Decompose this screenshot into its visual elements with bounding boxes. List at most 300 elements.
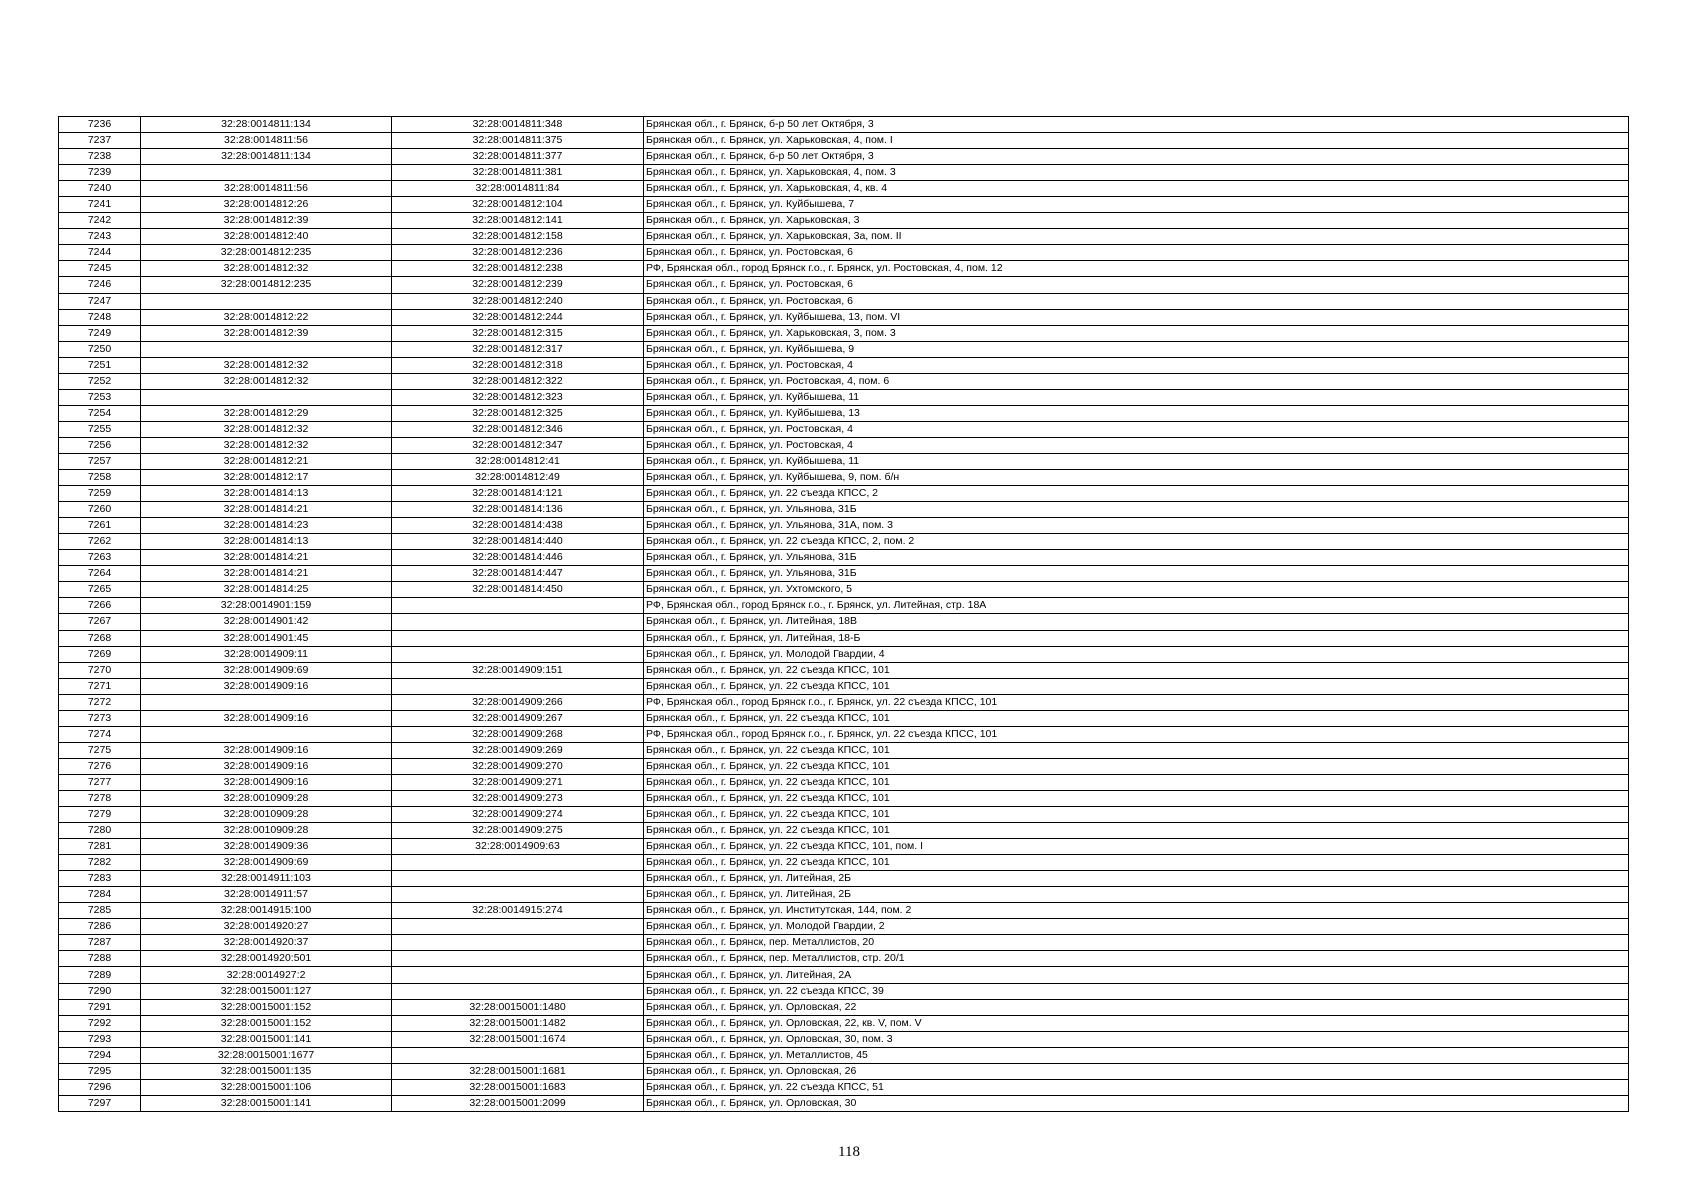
row-number-cell: 7295 — [59, 1063, 141, 1079]
table-row — [59, 1015, 1629, 1031]
address-cell: Брянская обл., г. Брянск, ул. Харьковская, 4, пом. I — [644, 133, 1629, 149]
parcel-number-cell: 32:28:0014909:69 — [141, 855, 392, 871]
object-number-cell: 32:28:0014812:158 — [392, 229, 644, 245]
address-cell: Брянская обл., г. Брянск, ул. Молодой Гвардии, 4 — [644, 646, 1629, 662]
table-row — [59, 309, 1629, 325]
address-cell: Брянская обл., г. Брянск, ул. Литейная, 18-Б — [644, 630, 1629, 646]
parcel-number-cell: 32:28:0014812:32 — [141, 437, 392, 453]
object-number-cell: 32:28:0014814:450 — [392, 582, 644, 598]
table-row — [59, 518, 1629, 534]
parcel-number-cell: 32:28:0014812:32 — [141, 421, 392, 437]
object-number-cell: 32:28:0015001:1674 — [392, 1031, 644, 1047]
address-cell: Брянская обл., г. Брянск, ул. Ростовская, 6 — [644, 293, 1629, 309]
address-cell: Брянская обл., г. Брянск, ул. 22 съезда КПСС, 101 — [644, 758, 1629, 774]
object-number-cell: 32:28:0014909:274 — [392, 807, 644, 823]
parcel-number-cell: 32:28:0015001:152 — [141, 1015, 392, 1031]
object-number-cell — [392, 646, 644, 662]
parcel-number-cell: 32:28:0015001:152 — [141, 999, 392, 1015]
parcel-number-cell: 32:28:0014909:16 — [141, 710, 392, 726]
row-number-cell: 7254 — [59, 405, 141, 421]
table-row — [59, 726, 1629, 742]
registry-table — [58, 116, 1629, 1112]
address-cell: Брянская обл., г. Брянск, ул. 22 съезда КПСС, 101 — [644, 774, 1629, 790]
table-row — [59, 357, 1629, 373]
object-number-cell — [392, 678, 644, 694]
address-cell: Брянская обл., г. Брянск, ул. 22 съезда КПСС, 101 — [644, 710, 1629, 726]
parcel-number-cell — [141, 293, 392, 309]
row-number-cell: 7284 — [59, 887, 141, 903]
row-number-cell: 7244 — [59, 245, 141, 261]
row-number-cell: 7279 — [59, 807, 141, 823]
row-number-cell: 7274 — [59, 726, 141, 742]
address-cell: Брянская обл., г. Брянск, ул. 22 съезда КПСС, 39 — [644, 983, 1629, 999]
registry-table-body — [59, 117, 1629, 1112]
address-cell: Брянская обл., г. Брянск, ул. Ростовская, 4 — [644, 421, 1629, 437]
table-row — [59, 421, 1629, 437]
table-row — [59, 261, 1629, 277]
row-number-cell: 7238 — [59, 149, 141, 165]
row-number-cell: 7296 — [59, 1079, 141, 1095]
address-cell: Брянская обл., г. Брянск, ул. Орловская, 30 — [644, 1095, 1629, 1111]
parcel-number-cell: 32:28:0014812:21 — [141, 453, 392, 469]
row-number-cell: 7275 — [59, 742, 141, 758]
parcel-number-cell — [141, 341, 392, 357]
table-row — [59, 887, 1629, 903]
table-row — [59, 823, 1629, 839]
row-number-cell: 7237 — [59, 133, 141, 149]
row-number-cell: 7241 — [59, 197, 141, 213]
table-row — [59, 470, 1629, 486]
row-number-cell: 7280 — [59, 823, 141, 839]
row-number-cell: 7265 — [59, 582, 141, 598]
address-cell: Брянская обл., г. Брянск, пер. Металлистов, стр. 20/1 — [644, 951, 1629, 967]
address-cell: РФ, Брянская обл., город Брянск г.о., г. Брянск, ул. 22 съезда КПСС, 101 — [644, 694, 1629, 710]
address-cell: РФ, Брянская обл., город Брянск г.о., г. Брянск, ул. 22 съезда КПСС, 101 — [644, 726, 1629, 742]
row-number-cell: 7287 — [59, 935, 141, 951]
address-cell: Брянская обл., г. Брянск, ул. Литейная, 2А — [644, 967, 1629, 983]
parcel-number-cell: 32:28:0014909:36 — [141, 839, 392, 855]
table-row — [59, 197, 1629, 213]
object-number-cell — [392, 871, 644, 887]
row-number-cell: 7294 — [59, 1047, 141, 1063]
table-row — [59, 502, 1629, 518]
object-number-cell: 32:28:0015001:2099 — [392, 1095, 644, 1111]
parcel-number-cell: 32:28:0014811:56 — [141, 181, 392, 197]
address-cell: Брянская обл., г. Брянск, ул. 22 съезда КПСС, 2, пом. 2 — [644, 534, 1629, 550]
row-number-cell: 7282 — [59, 855, 141, 871]
object-number-cell: 32:28:0014909:268 — [392, 726, 644, 742]
address-cell: Брянская обл., г. Брянск, ул. Ульянова, 31Б — [644, 566, 1629, 582]
parcel-number-cell: 32:28:0014814:21 — [141, 502, 392, 518]
address-cell: Брянская обл., г. Брянск, ул. 22 съезда КПСС, 101 — [644, 678, 1629, 694]
table-row — [59, 453, 1629, 469]
object-number-cell: 32:28:0014814:440 — [392, 534, 644, 550]
parcel-number-cell: 32:28:0015001:135 — [141, 1063, 392, 1079]
parcel-number-cell — [141, 389, 392, 405]
object-number-cell: 32:28:0014909:63 — [392, 839, 644, 855]
row-number-cell: 7261 — [59, 518, 141, 534]
table-row — [59, 486, 1629, 502]
table-row — [59, 1031, 1629, 1047]
object-number-cell — [392, 630, 644, 646]
address-cell: Брянская обл., г. Брянск, ул. Харьковская, 3, пом. 3 — [644, 325, 1629, 341]
parcel-number-cell: 32:28:0010909:28 — [141, 807, 392, 823]
address-cell: Брянская обл., г. Брянск, ул. Харьковская, 3 — [644, 213, 1629, 229]
address-cell: Брянская обл., г. Брянск, б-р 50 лет Октября, 3 — [644, 117, 1629, 133]
address-cell: Брянская обл., г. Брянск, ул. Куйбышева, 9 — [644, 341, 1629, 357]
object-number-cell: 32:28:0014811:381 — [392, 165, 644, 181]
table-row — [59, 839, 1629, 855]
table-row — [59, 630, 1629, 646]
object-number-cell: 32:28:0014812:322 — [392, 373, 644, 389]
address-cell: Брянская обл., г. Брянск, ул. 22 съезда КПСС, 101 — [644, 662, 1629, 678]
row-number-cell: 7258 — [59, 470, 141, 486]
parcel-number-cell: 32:28:0015001:106 — [141, 1079, 392, 1095]
row-number-cell: 7293 — [59, 1031, 141, 1047]
address-cell: Брянская обл., г. Брянск, ул. Орловская, 22 — [644, 999, 1629, 1015]
parcel-number-cell: 32:28:0014920:501 — [141, 951, 392, 967]
row-number-cell: 7255 — [59, 421, 141, 437]
table-row — [59, 774, 1629, 790]
parcel-number-cell: 32:28:0014901:42 — [141, 614, 392, 630]
table-row — [59, 903, 1629, 919]
parcel-number-cell: 32:28:0014812:235 — [141, 277, 392, 293]
address-cell: Брянская обл., г. Брянск, ул. Орловская, 22, кв. V, пом. V — [644, 1015, 1629, 1031]
row-number-cell: 7247 — [59, 293, 141, 309]
table-row — [59, 871, 1629, 887]
row-number-cell: 7246 — [59, 277, 141, 293]
parcel-number-cell — [141, 726, 392, 742]
object-number-cell: 32:28:0014814:136 — [392, 502, 644, 518]
address-cell: РФ, Брянская обл., город Брянск г.о., г. Брянск, ул. Ростовская, 4, пом. 12 — [644, 261, 1629, 277]
address-cell: Брянская обл., г. Брянск, ул. Ульянова, 31Б — [644, 502, 1629, 518]
row-number-cell: 7283 — [59, 871, 141, 887]
row-number-cell: 7259 — [59, 486, 141, 502]
parcel-number-cell: 32:28:0014909:16 — [141, 774, 392, 790]
address-cell: Брянская обл., г. Брянск, ул. Куйбышева, 9, пом. б/н — [644, 470, 1629, 486]
table-row — [59, 598, 1629, 614]
parcel-number-cell: 32:28:0014812:32 — [141, 261, 392, 277]
object-number-cell: 32:28:0014811:84 — [392, 181, 644, 197]
row-number-cell: 7262 — [59, 534, 141, 550]
table-row — [59, 855, 1629, 871]
table-row — [59, 935, 1629, 951]
row-number-cell: 7286 — [59, 919, 141, 935]
parcel-number-cell: 32:28:0014812:17 — [141, 470, 392, 486]
object-number-cell: 32:28:0015001:1681 — [392, 1063, 644, 1079]
object-number-cell: 32:28:0014909:271 — [392, 774, 644, 790]
address-cell: Брянская обл., г. Брянск, ул. Ростовская, 4 — [644, 357, 1629, 373]
table-row — [59, 758, 1629, 774]
object-number-cell: 32:28:0014909:273 — [392, 790, 644, 806]
object-number-cell: 32:28:0014812:104 — [392, 197, 644, 213]
row-number-cell: 7281 — [59, 839, 141, 855]
object-number-cell — [392, 614, 644, 630]
row-number-cell: 7250 — [59, 341, 141, 357]
table-row — [59, 1047, 1629, 1063]
address-cell: Брянская обл., г. Брянск, ул. Ростовская, 4, пом. 6 — [644, 373, 1629, 389]
row-number-cell: 7251 — [59, 357, 141, 373]
object-number-cell: 32:28:0014909:267 — [392, 710, 644, 726]
row-number-cell: 7242 — [59, 213, 141, 229]
parcel-number-cell: 32:28:0014909:69 — [141, 662, 392, 678]
object-number-cell: 32:28:0014812:317 — [392, 341, 644, 357]
object-number-cell: 32:28:0014811:375 — [392, 133, 644, 149]
table-row — [59, 293, 1629, 309]
object-number-cell: 32:28:0014814:447 — [392, 566, 644, 582]
parcel-number-cell: 32:28:0015001:141 — [141, 1031, 392, 1047]
object-number-cell: 32:28:0014812:347 — [392, 437, 644, 453]
row-number-cell: 7243 — [59, 229, 141, 245]
parcel-number-cell: 32:28:0014814:21 — [141, 550, 392, 566]
row-number-cell: 7249 — [59, 325, 141, 341]
table-row — [59, 341, 1629, 357]
row-number-cell: 7239 — [59, 165, 141, 181]
table-row — [59, 807, 1629, 823]
object-number-cell — [392, 983, 644, 999]
table-row — [59, 951, 1629, 967]
parcel-number-cell: 32:28:0014812:235 — [141, 245, 392, 261]
page-number: 118 — [838, 1144, 860, 1160]
table-row — [59, 373, 1629, 389]
object-number-cell — [392, 951, 644, 967]
address-cell: Брянская обл., г. Брянск, ул. 22 съезда КПСС, 101 — [644, 742, 1629, 758]
object-number-cell: 32:28:0014812:141 — [392, 213, 644, 229]
object-number-cell: 32:28:0014909:266 — [392, 694, 644, 710]
object-number-cell: 32:28:0014909:275 — [392, 823, 644, 839]
parcel-number-cell: 32:28:0014911:103 — [141, 871, 392, 887]
table-row — [59, 389, 1629, 405]
object-number-cell — [392, 919, 644, 935]
object-number-cell — [392, 935, 644, 951]
parcel-number-cell: 32:28:0014901:45 — [141, 630, 392, 646]
parcel-number-cell: 32:28:0014911:57 — [141, 887, 392, 903]
parcel-number-cell: 32:28:0014920:27 — [141, 919, 392, 935]
address-cell: Брянская обл., г. Брянск, ул. Орловская, 30, пом. 3 — [644, 1031, 1629, 1047]
parcel-number-cell: 32:28:0010909:28 — [141, 790, 392, 806]
row-number-cell: 7271 — [59, 678, 141, 694]
table-row — [59, 614, 1629, 630]
parcel-number-cell: 32:28:0015001:141 — [141, 1095, 392, 1111]
table-row — [59, 437, 1629, 453]
row-number-cell: 7260 — [59, 502, 141, 518]
table-row — [59, 790, 1629, 806]
object-number-cell: 32:28:0014814:446 — [392, 550, 644, 566]
object-number-cell: 32:28:0014814:121 — [392, 486, 644, 502]
row-number-cell: 7269 — [59, 646, 141, 662]
object-number-cell: 32:28:0014909:269 — [392, 742, 644, 758]
object-number-cell — [392, 598, 644, 614]
row-number-cell: 7268 — [59, 630, 141, 646]
object-number-cell: 32:28:0015001:1683 — [392, 1079, 644, 1095]
address-cell: Брянская обл., г. Брянск, ул. 22 съезда КПСС, 101, пом. I — [644, 839, 1629, 855]
parcel-number-cell: 32:28:0014812:39 — [141, 213, 392, 229]
row-number-cell: 7256 — [59, 437, 141, 453]
object-number-cell: 32:28:0014812:244 — [392, 309, 644, 325]
address-cell: Брянская обл., г. Брянск, ул. Куйбышева, 13 — [644, 405, 1629, 421]
address-cell: Брянская обл., г. Брянск, ул. Куйбышева, 11 — [644, 453, 1629, 469]
table-row — [59, 133, 1629, 149]
table-row — [59, 662, 1629, 678]
address-cell: Брянская обл., г. Брянск, ул. 22 съезда КПСС, 101 — [644, 790, 1629, 806]
address-cell: Брянская обл., г. Брянск, ул. Куйбышева, 11 — [644, 389, 1629, 405]
parcel-number-cell: 32:28:0014909:16 — [141, 742, 392, 758]
object-number-cell: 32:28:0014915:274 — [392, 903, 644, 919]
row-number-cell: 7278 — [59, 790, 141, 806]
parcel-number-cell: 32:28:0014812:26 — [141, 197, 392, 213]
parcel-number-cell: 32:28:0014814:23 — [141, 518, 392, 534]
address-cell: Брянская обл., г. Брянск, ул. Куйбышева, 7 — [644, 197, 1629, 213]
object-number-cell: 32:28:0014812:238 — [392, 261, 644, 277]
address-cell: РФ, Брянская обл., город Брянск г.о., г. Брянск, ул. Литейная, стр. 18А — [644, 598, 1629, 614]
parcel-number-cell: 32:28:0014909:16 — [141, 758, 392, 774]
object-number-cell — [392, 855, 644, 871]
row-number-cell: 7288 — [59, 951, 141, 967]
parcel-number-cell: 32:28:0014812:22 — [141, 309, 392, 325]
table-row — [59, 325, 1629, 341]
table-row — [59, 229, 1629, 245]
address-cell: Брянская обл., г. Брянск, ул. 22 съезда КПСС, 101 — [644, 807, 1629, 823]
address-cell: Брянская обл., г. Брянск, б-р 50 лет Октября, 3 — [644, 149, 1629, 165]
row-number-cell: 7272 — [59, 694, 141, 710]
object-number-cell: 32:28:0014811:348 — [392, 117, 644, 133]
address-cell: Брянская обл., г. Брянск, ул. Институтская, 144, пом. 2 — [644, 903, 1629, 919]
address-cell: Брянская обл., г. Брянск, ул. Литейная, 2Б — [644, 871, 1629, 887]
parcel-number-cell: 32:28:0014909:11 — [141, 646, 392, 662]
table-row — [59, 742, 1629, 758]
object-number-cell: 32:28:0014812:346 — [392, 421, 644, 437]
object-number-cell: 32:28:0015001:1480 — [392, 999, 644, 1015]
parcel-number-cell — [141, 165, 392, 181]
table-row — [59, 277, 1629, 293]
object-number-cell: 32:28:0014812:318 — [392, 357, 644, 373]
address-cell: Брянская обл., г. Брянск, ул. Молодой Гвардии, 2 — [644, 919, 1629, 935]
parcel-number-cell: 32:28:0010909:28 — [141, 823, 392, 839]
row-number-cell: 7266 — [59, 598, 141, 614]
object-number-cell: 32:28:0014812:49 — [392, 470, 644, 486]
address-cell: Брянская обл., г. Брянск, ул. Орловская, 26 — [644, 1063, 1629, 1079]
parcel-number-cell: 32:28:0014811:56 — [141, 133, 392, 149]
row-number-cell: 7291 — [59, 999, 141, 1015]
row-number-cell: 7245 — [59, 261, 141, 277]
table-row — [59, 149, 1629, 165]
object-number-cell: 32:28:0014812:323 — [392, 389, 644, 405]
row-number-cell: 7290 — [59, 983, 141, 999]
parcel-number-cell: 32:28:0014909:16 — [141, 678, 392, 694]
parcel-number-cell: 32:28:0014814:25 — [141, 582, 392, 598]
table-row — [59, 245, 1629, 261]
address-cell: Брянская обл., г. Брянск, ул. Ростовская, 6 — [644, 277, 1629, 293]
address-cell: Брянская обл., г. Брянск, ул. Ульянова, 31Б — [644, 550, 1629, 566]
row-number-cell: 7236 — [59, 117, 141, 133]
row-number-cell: 7248 — [59, 309, 141, 325]
row-number-cell: 7253 — [59, 389, 141, 405]
object-number-cell: 32:28:0014812:41 — [392, 453, 644, 469]
parcel-number-cell: 32:28:0014812:32 — [141, 357, 392, 373]
row-number-cell: 7267 — [59, 614, 141, 630]
address-cell: Брянская обл., г. Брянск, ул. 22 съезда КПСС, 101 — [644, 823, 1629, 839]
row-number-cell: 7292 — [59, 1015, 141, 1031]
address-cell: Брянская обл., г. Брянск, ул. Харьковская, 3а, пом. II — [644, 229, 1629, 245]
object-number-cell: 32:28:0014812:325 — [392, 405, 644, 421]
parcel-number-cell: 32:28:0014812:40 — [141, 229, 392, 245]
object-number-cell — [392, 967, 644, 983]
object-number-cell: 32:28:0014812:240 — [392, 293, 644, 309]
address-cell: Брянская обл., г. Брянск, ул. Харьковская, 4, пом. 3 — [644, 165, 1629, 181]
object-number-cell — [392, 887, 644, 903]
table-row — [59, 213, 1629, 229]
address-cell: Брянская обл., г. Брянск, ул. Литейная, 2Б — [644, 887, 1629, 903]
address-cell: Брянская обл., г. Брянск, ул. Ростовская, 6 — [644, 245, 1629, 261]
address-cell: Брянская обл., г. Брянск, ул. 22 съезда КПСС, 2 — [644, 486, 1629, 502]
table-row — [59, 694, 1629, 710]
row-number-cell: 7297 — [59, 1095, 141, 1111]
object-number-cell: 32:28:0014812:239 — [392, 277, 644, 293]
parcel-number-cell: 32:28:0014812:39 — [141, 325, 392, 341]
parcel-number-cell: 32:28:0014915:100 — [141, 903, 392, 919]
parcel-number-cell: 32:28:0014814:13 — [141, 534, 392, 550]
parcel-number-cell: 32:28:0014812:29 — [141, 405, 392, 421]
table-row — [59, 165, 1629, 181]
parcel-number-cell: 32:28:0014814:13 — [141, 486, 392, 502]
row-number-cell: 7252 — [59, 373, 141, 389]
table-row — [59, 710, 1629, 726]
table-row — [59, 646, 1629, 662]
table-row — [59, 919, 1629, 935]
parcel-number-cell: 32:28:0014811:134 — [141, 149, 392, 165]
table-row — [59, 983, 1629, 999]
row-number-cell: 7277 — [59, 774, 141, 790]
object-number-cell: 32:28:0014811:377 — [392, 149, 644, 165]
row-number-cell: 7263 — [59, 550, 141, 566]
object-number-cell — [392, 1047, 644, 1063]
address-cell: Брянская обл., г. Брянск, ул. Куйбышева, 13, пом. VI — [644, 309, 1629, 325]
object-number-cell: 32:28:0015001:1482 — [392, 1015, 644, 1031]
table-row — [59, 534, 1629, 550]
address-cell: Брянская обл., г. Брянск, ул. Ростовская, 4 — [644, 437, 1629, 453]
parcel-number-cell: 32:28:0014812:32 — [141, 373, 392, 389]
object-number-cell: 32:28:0014814:438 — [392, 518, 644, 534]
table-row — [59, 1095, 1629, 1111]
address-cell: Брянская обл., г. Брянск, ул. Харьковская, 4, кв. 4 — [644, 181, 1629, 197]
table-row — [59, 1063, 1629, 1079]
table-row — [59, 117, 1629, 133]
parcel-number-cell: 32:28:0014927:2 — [141, 967, 392, 983]
table-row — [59, 678, 1629, 694]
address-cell: Брянская обл., г. Брянск, ул. Металлистов, 45 — [644, 1047, 1629, 1063]
row-number-cell: 7289 — [59, 967, 141, 983]
table-row — [59, 550, 1629, 566]
address-cell: Брянская обл., г. Брянск, ул. Литейная, 18В — [644, 614, 1629, 630]
row-number-cell: 7264 — [59, 566, 141, 582]
table-row — [59, 582, 1629, 598]
parcel-number-cell: 32:28:0015001:1677 — [141, 1047, 392, 1063]
parcel-number-cell: 32:28:0014811:134 — [141, 117, 392, 133]
object-number-cell: 32:28:0014812:315 — [392, 325, 644, 341]
row-number-cell: 7257 — [59, 453, 141, 469]
table-row — [59, 1079, 1629, 1095]
object-number-cell: 32:28:0014909:151 — [392, 662, 644, 678]
table-row — [59, 405, 1629, 421]
parcel-number-cell: 32:28:0014920:37 — [141, 935, 392, 951]
table-row — [59, 181, 1629, 197]
parcel-number-cell: 32:28:0015001:127 — [141, 983, 392, 999]
address-cell: Брянская обл., г. Брянск, ул. 22 съезда КПСС, 101 — [644, 855, 1629, 871]
row-number-cell: 7273 — [59, 710, 141, 726]
table-row — [59, 999, 1629, 1015]
parcel-number-cell: 32:28:0014901:159 — [141, 598, 392, 614]
address-cell: Брянская обл., г. Брянск, ул. Ухтомского, 5 — [644, 582, 1629, 598]
